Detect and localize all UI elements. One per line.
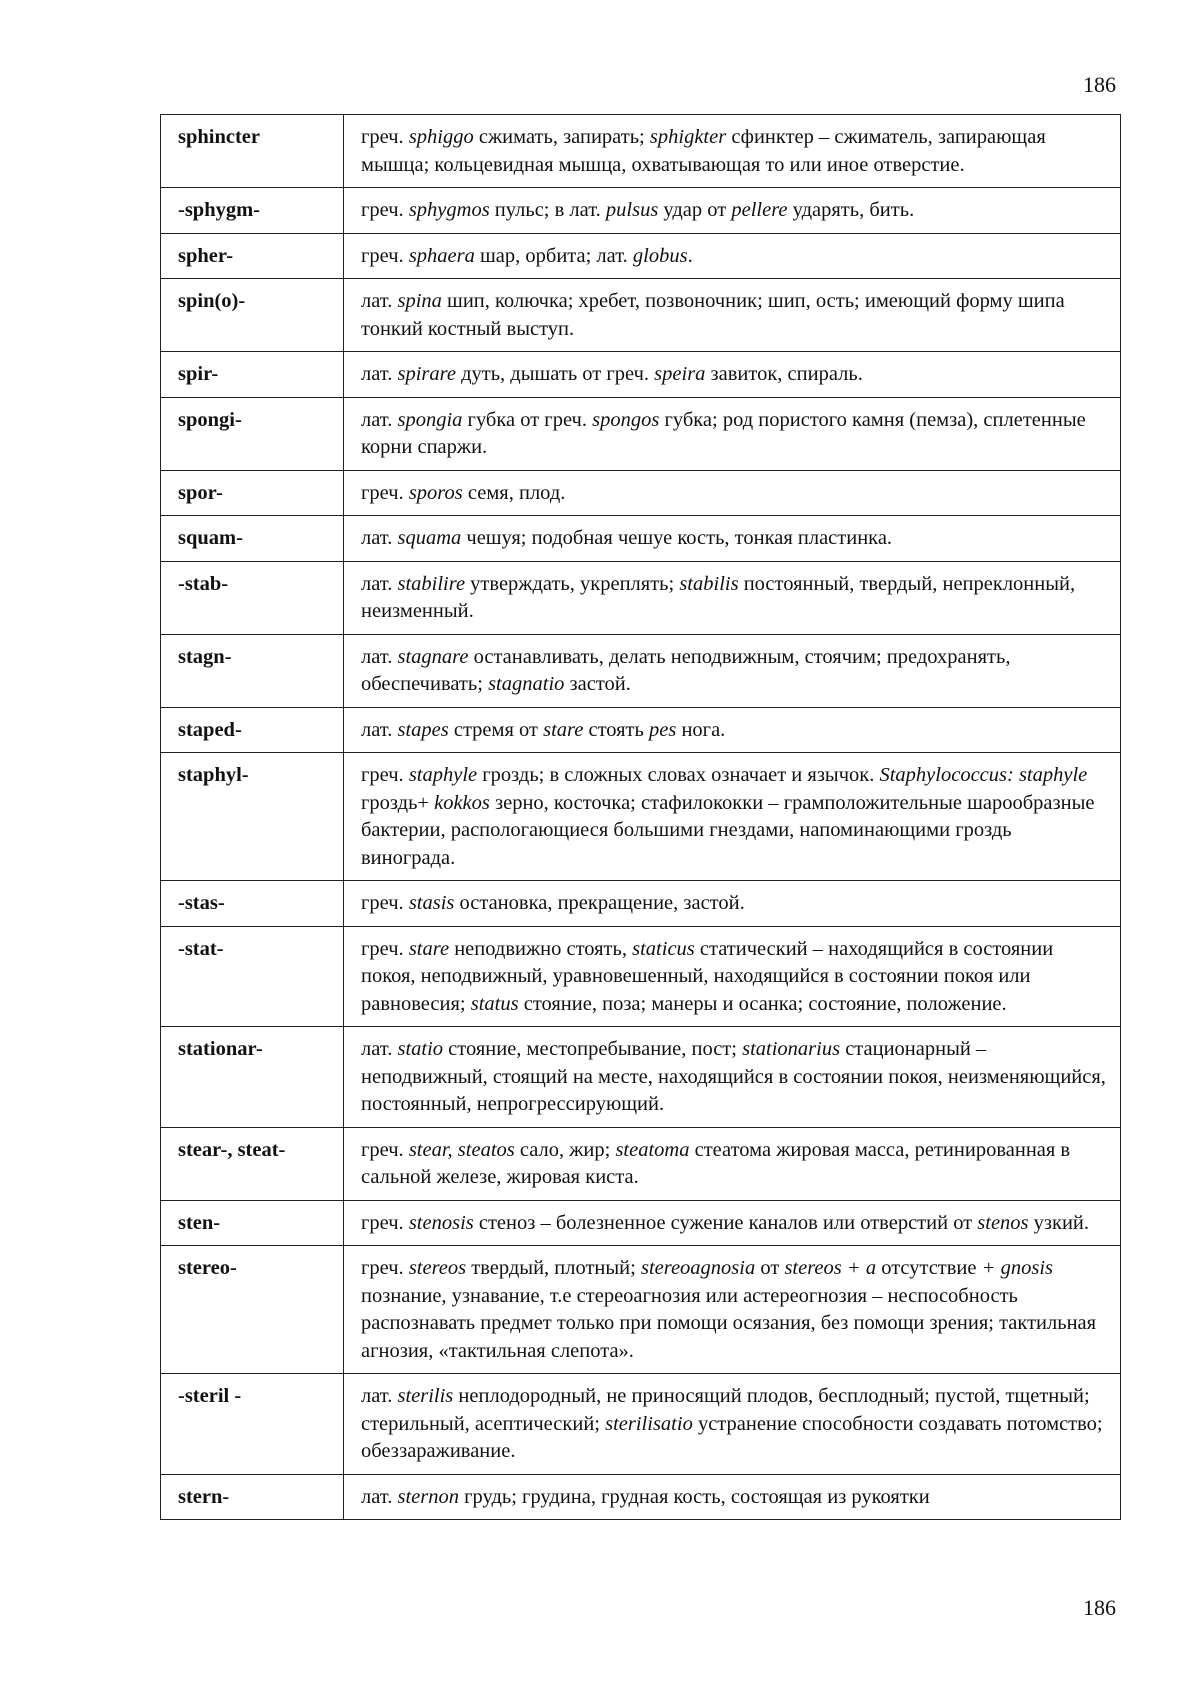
definition-text: неплодородный, не приносящий плодов, бесплодный; пустой, тщетный; стерильный, асептический; xyxy=(361,1385,1090,1435)
definition-italic-word: spongos xyxy=(592,408,660,431)
definition-text: стремя от xyxy=(448,718,544,741)
entry-definition xyxy=(344,470,1121,516)
definition-text: лат. xyxy=(361,572,398,595)
entry-term: staphyl- xyxy=(161,753,344,881)
entry-definition xyxy=(344,753,1121,881)
definition-text: губка; род пористого камня (пемза), сплетенные корни спаржи. xyxy=(361,408,1086,458)
definition-italic-word: stear, steatos xyxy=(408,1138,515,1161)
definition-text: нога. xyxy=(676,718,726,741)
entry-definition xyxy=(344,1246,1121,1374)
entry-term: spor- xyxy=(161,470,344,516)
page-number-bottom: 186 xyxy=(1083,1595,1116,1620)
definition-italic-word: stereoagnosia xyxy=(640,1257,756,1279)
definition-italic-word: stasis xyxy=(408,892,455,914)
table-row xyxy=(161,470,1121,516)
entry-definition xyxy=(344,1127,1121,1200)
definition-text: твердый, плотный; xyxy=(466,1257,641,1279)
definition-text: лат. xyxy=(361,408,398,431)
definition-italic-word: stationarius xyxy=(742,1038,841,1060)
definition-text: узкий. xyxy=(1028,1211,1090,1234)
entry-term: -stat- xyxy=(161,926,344,1027)
definition-italic-word: stabilis xyxy=(679,572,739,595)
definition-text: лат. xyxy=(361,1485,398,1508)
entry-definition xyxy=(344,279,1121,352)
definition-italic-word: stagnatio xyxy=(488,673,565,695)
definition-text: останавливать, делать неподвижным, стоячим; предохранять, обеспечивать; xyxy=(361,645,1011,695)
definition-text: ударять, бить. xyxy=(787,199,915,221)
definition-italic-word: staticus xyxy=(632,937,695,960)
table-row xyxy=(161,634,1121,707)
definition-text: греч. xyxy=(361,937,409,960)
entry-definition xyxy=(344,881,1121,927)
definition-italic-word: spina xyxy=(397,290,442,312)
definition-italic-word: sphigkter xyxy=(649,126,727,148)
definition-italic-word: stare xyxy=(408,937,450,960)
definition-text: лат. xyxy=(361,363,398,385)
definition-text: греч. xyxy=(361,1211,409,1234)
definition-italic-word: sphaera xyxy=(408,244,475,267)
definition-italic-word: statio xyxy=(397,1038,444,1060)
definition-text: греч. xyxy=(361,1257,409,1279)
table-row xyxy=(161,561,1121,634)
definition-italic-word: stenos xyxy=(977,1211,1029,1234)
definition-text: греч. xyxy=(361,126,409,148)
definition-italic-word: sporos xyxy=(408,481,463,504)
entry-definition xyxy=(344,1200,1121,1246)
table-row xyxy=(161,115,1121,188)
definition-text: дуть, дышать от греч. xyxy=(455,363,655,385)
table-row xyxy=(161,516,1121,562)
definition-text: лат. xyxy=(361,1385,398,1407)
entry-definition xyxy=(344,352,1121,398)
entry-definition xyxy=(344,115,1121,188)
definition-text: семя, плод. xyxy=(462,481,566,504)
entry-term: -stas- xyxy=(161,881,344,927)
definition-italic-word: sternon xyxy=(397,1485,459,1508)
entry-term: stear-, steat- xyxy=(161,1127,344,1200)
table-row xyxy=(161,1200,1121,1246)
table-row xyxy=(161,1127,1121,1200)
definition-text: пульс; в лат. xyxy=(489,199,606,221)
entry-term: spongi- xyxy=(161,397,344,470)
definition-text: удар от xyxy=(658,199,732,221)
definition-italic-word: stereos xyxy=(408,1257,467,1279)
dictionary-body xyxy=(161,115,1121,1520)
definition-italic-word: stereos + a xyxy=(784,1257,877,1279)
definition-text: застой. xyxy=(564,673,631,695)
definition-text: гроздь; в сложных словах означает и язычок. xyxy=(477,764,880,786)
definition-italic-word: pellere xyxy=(731,199,788,221)
entry-term: stereo- xyxy=(161,1246,344,1374)
entry-term: spher- xyxy=(161,233,344,279)
table-row xyxy=(161,926,1121,1027)
definition-text: отсутствие xyxy=(876,1257,982,1279)
definition-text: лат. xyxy=(361,645,398,668)
definition-italic-word: pes xyxy=(648,718,677,741)
definition-text: статический – находящийся в состоянии покоя, неподвижный, уравновешенный, находящийся в состоянии покоя или равновесия; xyxy=(361,937,1054,1015)
definition-italic-word: stabilire xyxy=(397,572,466,595)
definition-text: стационарный – неподвижный, стоящий на месте, находящийся в состоянии покоя, неизменяющийся, постоянный, непрогрессирующий. xyxy=(361,1038,1106,1115)
definition-text: губка от греч. xyxy=(462,408,593,431)
definition-italic-word: stare xyxy=(543,718,584,741)
definition-text: стояние, поза; манеры и осанка; состояние, положение. xyxy=(518,992,1007,1015)
entry-term: stationar- xyxy=(161,1027,344,1128)
table-row xyxy=(161,753,1121,881)
definition-text: от xyxy=(755,1257,785,1279)
entry-definition xyxy=(344,397,1121,470)
definition-italic-word: sphygmos xyxy=(408,199,490,221)
definition-text: стояние, местопребывание, пост; xyxy=(443,1038,743,1060)
definition-text: греч. xyxy=(361,244,409,267)
entry-term: sten- xyxy=(161,1200,344,1246)
entry-term: stagn- xyxy=(161,634,344,707)
definition-text: . xyxy=(687,244,693,267)
entry-definition xyxy=(344,188,1121,234)
definition-italic-word: speira xyxy=(654,363,706,385)
definition-text: шар, орбита; лат. xyxy=(474,244,633,267)
table-row xyxy=(161,279,1121,352)
definition-italic-word: kokkos xyxy=(434,791,490,814)
entry-definition xyxy=(344,707,1121,753)
definition-text: стеноз – болезненное сужение каналов или отверстий от xyxy=(473,1211,978,1234)
table-row xyxy=(161,1474,1121,1520)
definition-italic-word: staphyle xyxy=(408,764,478,786)
entry-term: -stab- xyxy=(161,561,344,634)
definition-text: устранение способности создавать потомство; обеззараживание. xyxy=(361,1412,1103,1462)
definition-text: чешуя; подобная чешуе кость, тонкая пластинка. xyxy=(461,527,893,549)
entry-term: squam- xyxy=(161,516,344,562)
definition-italic-word: Staphylococcus: staphyle xyxy=(879,764,1088,786)
definition-text: сжимать, запирать; xyxy=(473,126,650,148)
definition-text: утверждать, укреплять; xyxy=(465,572,680,595)
definition-text: лат. xyxy=(361,527,398,549)
definition-text: шип, колючка; хребет, позвоночник; шип, ость; имеющий форму шипа тонкий костный выступ. xyxy=(361,290,1065,340)
table-row xyxy=(161,188,1121,234)
entry-definition xyxy=(344,516,1121,562)
definition-text: греч. xyxy=(361,1138,409,1161)
table-row xyxy=(161,352,1121,398)
entry-term: stern- xyxy=(161,1474,344,1520)
definition-italic-word: stagnare xyxy=(397,645,469,668)
definition-italic-word: pulsus xyxy=(605,199,659,221)
entry-term: staped- xyxy=(161,707,344,753)
definition-text: неподвижно стоять, xyxy=(449,937,633,960)
definition-text: завиток, спираль. xyxy=(705,363,863,385)
definition-italic-word: stenosis xyxy=(408,1211,474,1234)
definition-italic-word: squama xyxy=(397,527,462,549)
definition-italic-word: steatoma xyxy=(615,1138,690,1161)
definition-italic-word: stapes xyxy=(397,718,449,741)
entry-term: spin(o)- xyxy=(161,279,344,352)
definition-text: сало, жир; xyxy=(514,1138,616,1161)
entry-definition xyxy=(344,1474,1121,1520)
table-row xyxy=(161,1374,1121,1475)
definition-text: сфинктер – сжиматель, запирающая мышца; кольцевидная мышца, охватывающая то или иное отверстие. xyxy=(361,126,1046,176)
definition-text: познание, узнавание, т.е стереоагнозия или астереогнозия – неспособность распознавать предмет только при помощи осязания, без помощи зрения; тактильная агнозия, «тактильная слепота». xyxy=(361,1284,1097,1362)
definition-text: греч. xyxy=(361,199,409,221)
table-row xyxy=(161,1027,1121,1128)
definition-italic-word: spirare xyxy=(397,363,456,385)
table-row xyxy=(161,707,1121,753)
entry-definition xyxy=(344,1374,1121,1475)
entry-definition xyxy=(344,233,1121,279)
definition-italic-word: sterilis xyxy=(397,1385,454,1407)
definition-text: греч. xyxy=(361,481,409,504)
definition-text: лат. xyxy=(361,1038,398,1060)
definition-text: греч. xyxy=(361,892,409,914)
definition-italic-word: status xyxy=(470,992,519,1015)
definition-italic-word: globus xyxy=(632,244,688,267)
page-number-top: 186 xyxy=(1083,72,1116,97)
definition-text: постоянный, твердый, непреклонный, неизменный. xyxy=(361,572,1076,622)
entry-term: -sphygm- xyxy=(161,188,344,234)
definition-text: грудь; грудина, грудная кость, состоящая из рукоятки xyxy=(458,1485,930,1508)
entry-term: -steril - xyxy=(161,1374,344,1475)
table-row xyxy=(161,397,1121,470)
definition-italic-word: spongia xyxy=(397,408,463,431)
definition-text: зерно, косточка; стафилококки – грамположительные шарообразные бактерии, распологающиеся большими гнездами, напоминающими гроздь винограда. xyxy=(361,791,1095,869)
dictionary-table xyxy=(160,114,1121,1520)
definition-text: лат. xyxy=(361,290,398,312)
entry-definition xyxy=(344,926,1121,1027)
definition-text: лат. xyxy=(361,718,398,741)
definition-text: стоять xyxy=(583,718,649,741)
table-row xyxy=(161,1246,1121,1374)
entry-definition xyxy=(344,634,1121,707)
definition-text: греч. xyxy=(361,764,409,786)
entry-term: spir- xyxy=(161,352,344,398)
definition-italic-word: + gnosis xyxy=(981,1257,1054,1279)
table-row xyxy=(161,881,1121,927)
definition-text: стеатома жировая масса, ретинированная в сальной железе, жировая киста. xyxy=(361,1138,1071,1188)
table-row xyxy=(161,233,1121,279)
entry-definition xyxy=(344,561,1121,634)
definition-text: остановка, прекращение, застой. xyxy=(454,892,745,914)
entry-definition xyxy=(344,1027,1121,1128)
definition-italic-word: sphiggo xyxy=(408,126,474,148)
entry-term: sphincter xyxy=(161,115,344,188)
definition-italic-word: sterilisatio xyxy=(605,1412,693,1435)
definition-text: гроздь+ xyxy=(361,791,435,814)
